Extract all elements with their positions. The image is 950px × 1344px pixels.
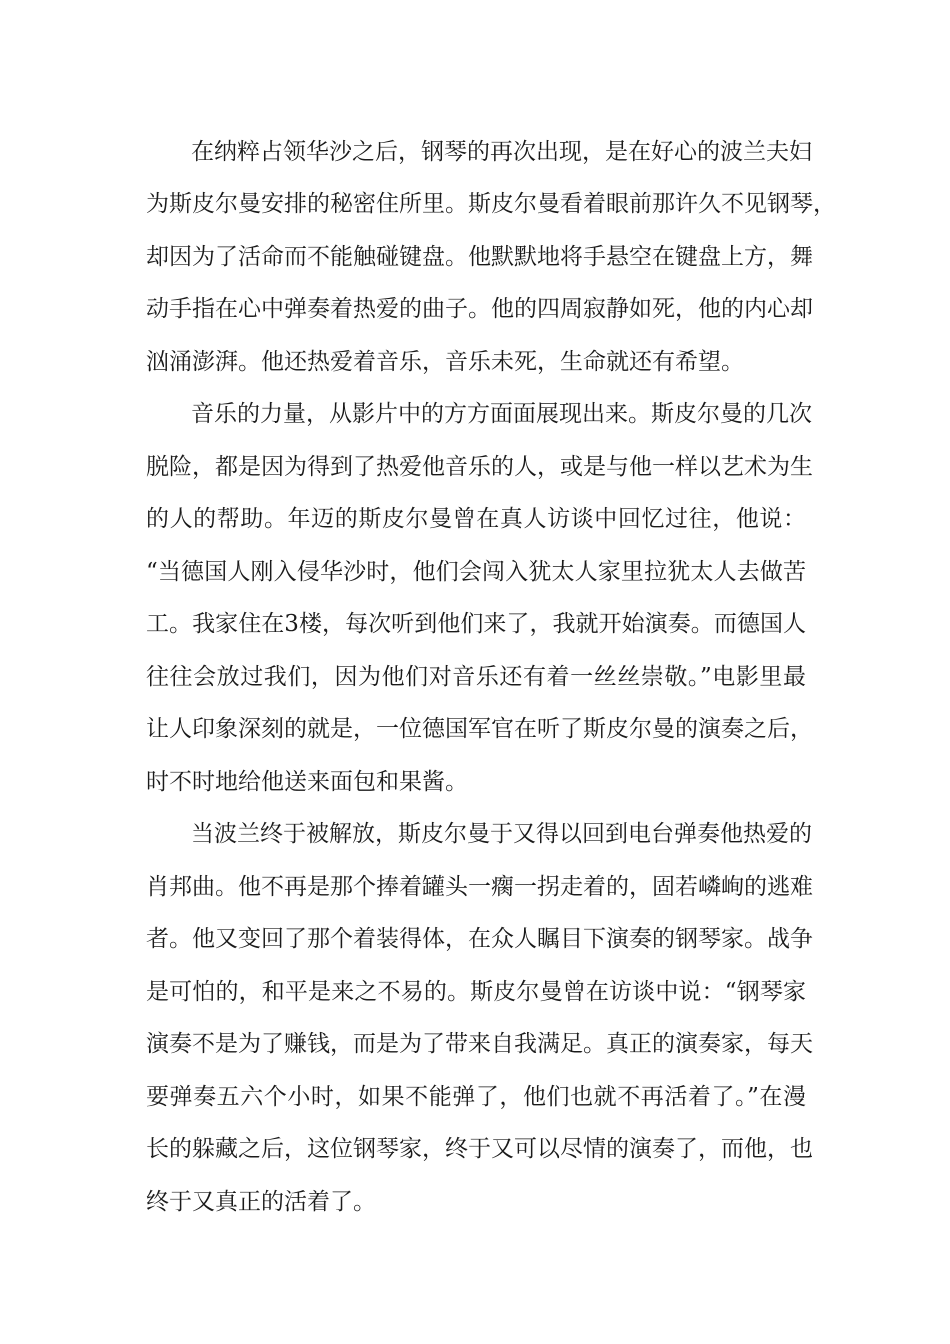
text-line: 工。我家住在3楼，每次听到他们来了，我就开始演奏。而德国人 <box>146 611 806 637</box>
text-line: 的人的帮助。年迈的斯皮尔曼曾在真人访谈中回忆过往，他说： <box>146 506 806 532</box>
text-line: 终于又真正的活着了。 <box>146 1189 376 1215</box>
text-line: 动手指在心中弹奏着热爱的曲子。他的四周寂静如死，他的内心却 <box>146 296 813 322</box>
text-line: 汹涌澎湃。他还热爱着音乐，音乐未死，生命就还有希望。 <box>146 349 744 375</box>
text-line: 长的躲藏之后，这位钢琴家，终于又可以尽情的演奏了，而他，也 <box>146 1136 813 1162</box>
text-line: 要弹奏五六个小时，如果不能弹了，他们也就不再活着了。”在漫 <box>146 1084 806 1110</box>
text-line: 音乐的力量，从影片中的方方面面展现出来。斯皮尔曼的几次 <box>191 401 812 427</box>
text-line: 演奏不是为了赚钱，而是为了带来自我满足。真正的演奏家，每天 <box>146 1031 813 1057</box>
text-line: 往往会放过我们，因为他们对音乐还有着一丝丝崇敬。”电影里最 <box>146 664 806 690</box>
text-line: 为斯皮尔曼安排的秘密住所里。斯皮尔曼看着眼前那许久不见钢琴， <box>146 191 836 217</box>
text-line: 脱险，都是因为得到了热爱他音乐的人，或是与他一样以艺术为生 <box>146 454 813 480</box>
text-line: 肖邦曲。他不再是那个捧着罐头一瘸一拐走着的，固若嶙峋的逃难 <box>146 874 813 900</box>
text-line: “当德国人刚入侵华沙时，他们会闯入犹太人家里拉犹太人去做苦 <box>146 559 806 585</box>
text-line: 时不时地给他送来面包和果酱。 <box>146 769 468 795</box>
text-line: 者。他又变回了那个着装得体，在众人瞩目下演奏的钢琴家。战争 <box>146 926 813 952</box>
text-line: 却因为了活命而不能触碰键盘。他默默地将手悬空在键盘上方，舞 <box>146 244 813 270</box>
text-line: 让人印象深刻的就是，一位德国军官在听了斯皮尔曼的演奏之后， <box>146 716 813 742</box>
text-line: 当波兰终于被解放，斯皮尔曼于又得以回到电台弹奏他热爱的 <box>191 821 812 847</box>
text-line: 在纳粹占领华沙之后，钢琴的再次出现，是在好心的波兰夫妇 <box>191 139 812 165</box>
text-line: 是可怕的，和平是来之不易的。斯皮尔曼曾在访谈中说：“钢琴家 <box>146 979 806 1005</box>
